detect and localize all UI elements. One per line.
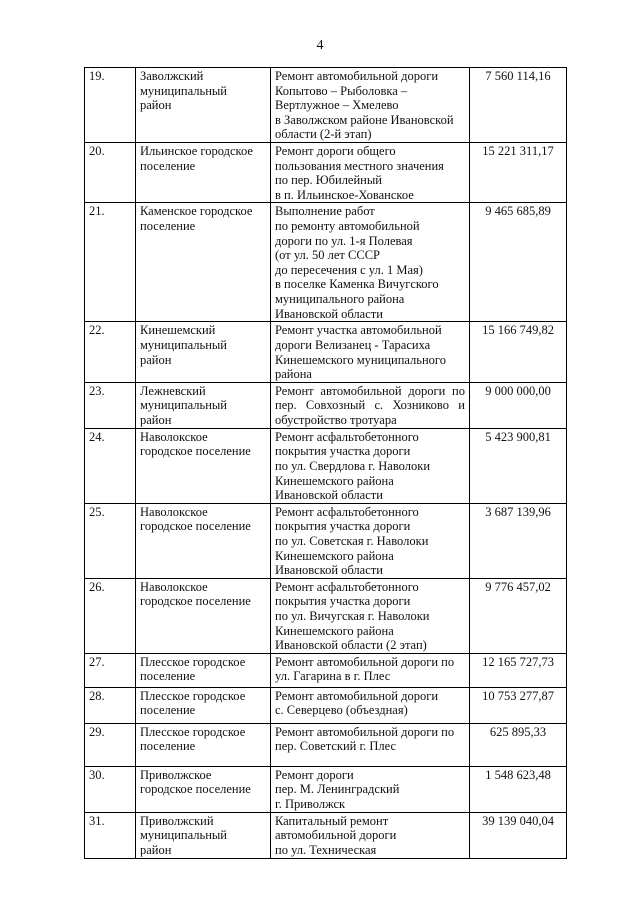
- municipality-line: Наволокское: [140, 429, 208, 444]
- amount-cell: 15 166 749,82: [470, 322, 567, 382]
- table-row: [85, 68, 567, 143]
- municipality-line: городское поселение: [140, 782, 251, 797]
- work-description-line: Ремонт автомобильной дороги по: [275, 654, 455, 669]
- work-description-line: Ремонт асфальтобетонного: [275, 504, 419, 519]
- row-number: 21.: [85, 203, 136, 322]
- municipality-line: Приволжское: [140, 767, 212, 782]
- row-number: 22.: [85, 322, 136, 382]
- work-description-line: по ул. Свердлова г. Наволоки: [275, 458, 431, 473]
- municipality-line: муниципальный: [140, 83, 227, 98]
- table-row: [85, 653, 567, 687]
- road-repair-table: [84, 67, 567, 859]
- work-description-line: пользования местного значения: [275, 158, 444, 173]
- work-description-line: с. Северцево (объездная): [275, 703, 408, 718]
- amount-cell: 3 687 139,96: [470, 503, 567, 578]
- municipality-line: Наволокское: [140, 579, 208, 594]
- work-description-line: покрытия участка дороги: [275, 594, 411, 609]
- work-description-line: муниципального района: [275, 291, 405, 306]
- municipality-cell: [136, 142, 271, 202]
- row-number: 20.: [85, 142, 136, 202]
- work-description-line: дороги Велизанец - Тарасиха: [275, 337, 431, 352]
- municipality-line: Заволжский: [140, 69, 204, 83]
- row-number: 25.: [85, 503, 136, 578]
- work-description-line: покрытия участка дороги: [275, 519, 411, 534]
- work-description-line: Выполнение работ: [275, 204, 375, 219]
- work-description-cell: [271, 687, 470, 723]
- row-number: 27.: [85, 653, 136, 687]
- work-description-line: Кинешемского муниципального: [275, 352, 446, 367]
- work-description-line: Ремонт асфальтобетонного: [275, 429, 419, 444]
- work-description-line: по ул. Вичугская г. Наволоки: [275, 608, 430, 623]
- municipality-line: Плесское городское: [140, 724, 246, 739]
- municipality-line: Наволокское: [140, 504, 208, 519]
- municipality-line: поселение: [140, 158, 196, 173]
- work-description-line: Кинешемского района: [275, 473, 394, 488]
- work-description-cell: [271, 428, 470, 503]
- municipality-cell: [136, 68, 271, 143]
- municipality-cell: [136, 382, 271, 428]
- municipality-line: Ильинское городское: [140, 143, 253, 158]
- work-description-line: дороги по ул. 1-я Полевая: [275, 233, 413, 248]
- work-description-cell: [271, 653, 470, 687]
- amount-cell: 5 423 900,81: [470, 428, 567, 503]
- municipality-cell: [136, 503, 271, 578]
- municipality-line: поселение: [140, 218, 196, 233]
- municipality-line: муниципальный: [140, 828, 227, 843]
- table-row: [85, 812, 567, 858]
- work-description-line: Ивановской области: [275, 563, 383, 578]
- table-row: [85, 766, 567, 812]
- table-row: [85, 142, 567, 202]
- row-number: 19.: [85, 68, 136, 143]
- municipality-line: городское поселение: [140, 519, 251, 534]
- work-description-cell: [271, 203, 470, 322]
- municipality-line: район: [140, 98, 172, 113]
- municipality-line: муниципальный: [140, 337, 227, 352]
- work-description-line: Капитальный ремонт: [275, 813, 389, 828]
- work-description-line: по ремонту автомобильной: [275, 218, 420, 233]
- municipality-line: муниципальный: [140, 398, 227, 413]
- table-row: [85, 687, 567, 723]
- municipality-line: городское поселение: [140, 594, 251, 609]
- row-number: 31.: [85, 812, 136, 858]
- work-description-cell: [271, 142, 470, 202]
- work-description-line: по пер. Юбилейный: [275, 173, 382, 188]
- municipality-line: городское поселение: [140, 444, 251, 459]
- municipality-cell: [136, 723, 271, 766]
- table-row: [85, 322, 567, 382]
- municipality-line: поселение: [140, 669, 196, 684]
- municipality-cell: [136, 578, 271, 653]
- work-description-line: пер. М. Ленинградский: [275, 782, 400, 797]
- work-description-line: Ивановской области: [275, 488, 383, 503]
- municipality-line: Приволжский: [140, 813, 214, 828]
- work-description-line: автомобильной дороги: [275, 828, 397, 843]
- municipality-cell: [136, 812, 271, 858]
- work-description-line: ул. Гагарина в г. Плес: [275, 669, 391, 684]
- row-number: 29.: [85, 723, 136, 766]
- work-description-line: в поселке Каменка Вичугского: [275, 277, 439, 292]
- municipality-cell: [136, 653, 271, 687]
- amount-cell: 9 000 000,00: [470, 382, 567, 428]
- work-description-line: Кинешемского района: [275, 623, 394, 638]
- amount-cell: 625 895,33: [470, 723, 567, 766]
- work-description-line: Копытово – Рыболовка –: [275, 83, 408, 98]
- work-description-line: обустройство тротуара: [275, 412, 397, 427]
- work-description-line: Ивановской области (2 этап): [275, 638, 427, 653]
- row-number: 24.: [85, 428, 136, 503]
- work-description-cell: [271, 578, 470, 653]
- municipality-line: поселение: [140, 703, 196, 718]
- table-row: [85, 382, 567, 428]
- work-description-line: до пересечения с ул. 1 Мая): [275, 262, 423, 277]
- work-description-line: в п. Ильинское-Хованское: [275, 187, 414, 202]
- municipality-line: Каменское городское: [140, 204, 253, 219]
- amount-cell: 9 465 685,89: [470, 203, 567, 322]
- table-row: [85, 723, 567, 766]
- municipality-line: район: [140, 352, 172, 367]
- table-row: [85, 503, 567, 578]
- municipality-cell: [136, 766, 271, 812]
- work-description-line: Ремонт автомобильной дороги по: [275, 724, 455, 739]
- work-description-line: района: [275, 367, 312, 382]
- work-description-line: пер. Советский г. Плес: [275, 739, 397, 754]
- amount-cell: 10 753 277,87: [470, 687, 567, 723]
- row-number: 30.: [85, 766, 136, 812]
- municipality-line: район: [140, 842, 172, 857]
- amount-cell: 12 165 727,73: [470, 653, 567, 687]
- row-number: 28.: [85, 687, 136, 723]
- work-description-line: Ремонт автомобильной дороги: [275, 688, 439, 703]
- municipality-line: Плесское городское: [140, 688, 246, 703]
- municipality-cell: [136, 322, 271, 382]
- work-description-cell: [271, 812, 470, 858]
- work-description-line: Ремонт автомобильной дороги: [275, 69, 439, 83]
- work-description-line: Ремонт дороги: [275, 767, 354, 782]
- municipality-cell: [136, 203, 271, 322]
- amount-cell: 15 221 311,17: [470, 142, 567, 202]
- work-description-line: Ремонт участка автомобильной: [275, 323, 442, 338]
- row-number: 23.: [85, 382, 136, 428]
- amount-cell: 7 560 114,16: [470, 68, 567, 143]
- work-description-cell: [271, 503, 470, 578]
- page-number: 4: [316, 38, 324, 53]
- municipality-line: Лежневский: [140, 383, 206, 398]
- table-row: [85, 203, 567, 322]
- work-description-line: Кинешемского района: [275, 548, 394, 563]
- municipality-line: Кинешемский: [140, 323, 216, 338]
- municipality-cell: [136, 687, 271, 723]
- work-description-line: области (2-й этап): [275, 127, 372, 142]
- municipality-line: поселение: [140, 739, 196, 754]
- table-row: [85, 428, 567, 503]
- municipality-line: Плесское городское: [140, 654, 246, 669]
- work-description-cell: [271, 68, 470, 143]
- amount-cell: 39 139 040,04: [470, 812, 567, 858]
- amount-cell: 1 548 623,48: [470, 766, 567, 812]
- work-description-line: по ул. Техническая: [275, 842, 377, 857]
- work-description-line: Ремонт дороги общего: [275, 143, 396, 158]
- work-description-cell: [271, 382, 470, 428]
- work-description-cell: [271, 322, 470, 382]
- table-body: [85, 68, 567, 859]
- work-description-line: пер. Совхозный с. Хозниково и: [275, 398, 465, 413]
- work-description-line: в Заволжском районе Ивановской: [275, 112, 454, 127]
- work-description-line: покрытия участка дороги: [275, 444, 411, 459]
- municipality-line: район: [140, 412, 172, 427]
- work-description-cell: [271, 766, 470, 812]
- work-description-line: г. Приволжск: [275, 796, 346, 811]
- work-description-line: по ул. Советская г. Наволоки: [275, 533, 429, 548]
- work-description-line: Ремонт асфальтобетонного: [275, 579, 419, 594]
- amount-cell: 9 776 457,02: [470, 578, 567, 653]
- row-number: 26.: [85, 578, 136, 653]
- work-description-line: Ивановской области: [275, 306, 383, 321]
- municipality-cell: [136, 428, 271, 503]
- work-description-line: Ремонт автомобильной дороги по: [275, 383, 465, 398]
- work-description-line: Вертлужное – Хмелево: [275, 98, 399, 113]
- table-row: [85, 578, 567, 653]
- work-description-cell: [271, 723, 470, 766]
- work-description-line: (от ул. 50 лет СССР: [275, 248, 380, 263]
